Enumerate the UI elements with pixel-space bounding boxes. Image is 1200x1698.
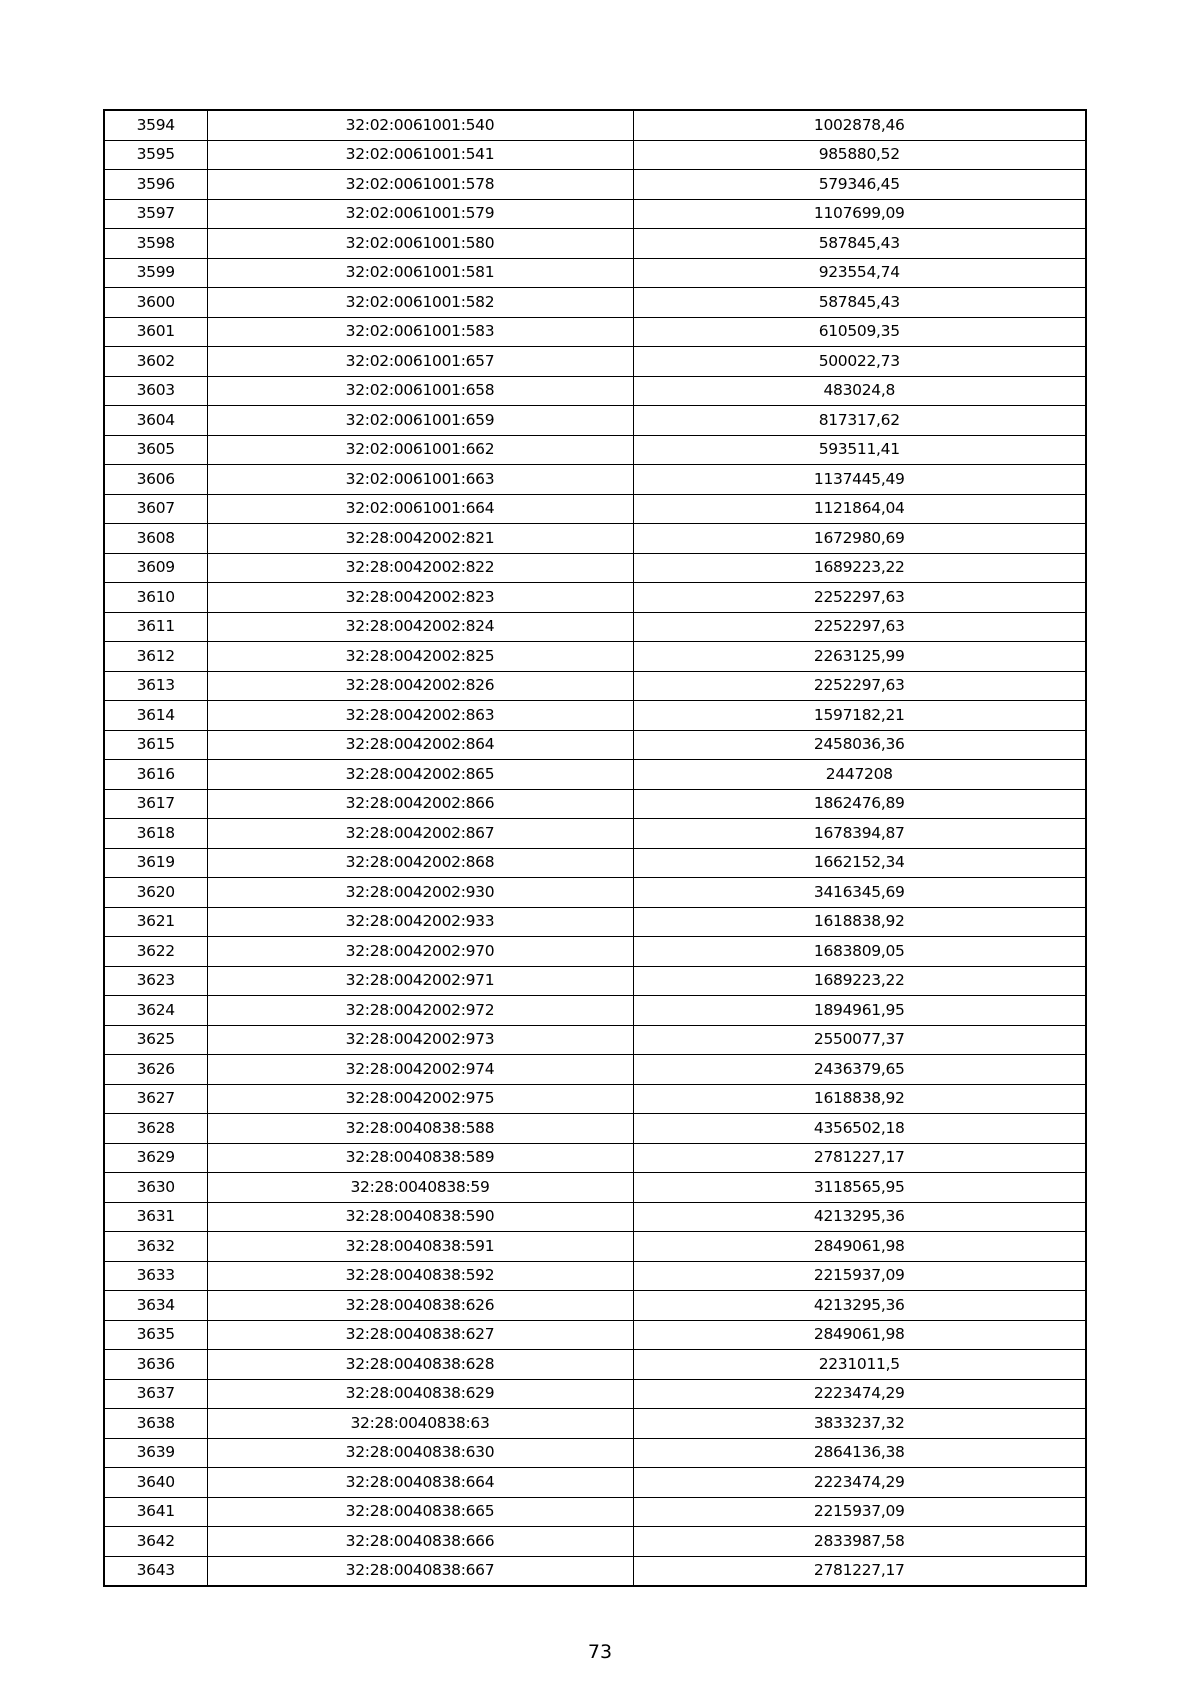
- table-row: [104, 140, 1086, 170]
- cadastral-number-cell: 32:02:0061001:583: [207, 317, 633, 347]
- row-number-cell: 3641: [104, 1497, 207, 1527]
- row-number-cell: 3607: [104, 494, 207, 524]
- value-cell: 610509,35: [633, 317, 1086, 347]
- value-cell: 2849061,98: [633, 1320, 1086, 1350]
- table-row: [104, 848, 1086, 878]
- page-number: 73: [587, 1641, 613, 1663]
- row-number-cell: 3597: [104, 199, 207, 229]
- cadastral-number-cell: 32:28:0040838:592: [207, 1261, 633, 1291]
- table-row: [104, 494, 1086, 524]
- row-number-cell: 3600: [104, 288, 207, 318]
- table-row: [104, 524, 1086, 554]
- row-number-cell: 3631: [104, 1202, 207, 1232]
- table-row: [104, 701, 1086, 731]
- value-cell: 4356502,18: [633, 1114, 1086, 1144]
- row-number-cell: 3634: [104, 1291, 207, 1321]
- value-cell: 483024,8: [633, 376, 1086, 406]
- value-cell: 4213295,36: [633, 1291, 1086, 1321]
- cadastral-number-cell: 32:02:0061001:578: [207, 170, 633, 200]
- cadastral-number-cell: 32:28:0042002:821: [207, 524, 633, 554]
- cadastral-number-cell: 32:28:0042002:823: [207, 583, 633, 613]
- row-number-cell: 3613: [104, 671, 207, 701]
- table-row: [104, 642, 1086, 672]
- row-number-cell: 3599: [104, 258, 207, 288]
- row-number-cell: 3623: [104, 966, 207, 996]
- value-cell: 2447208: [633, 760, 1086, 790]
- cadastral-number-cell: 32:28:0042002:970: [207, 937, 633, 967]
- value-cell: 817317,62: [633, 406, 1086, 436]
- table-row: [104, 1232, 1086, 1262]
- row-number-cell: 3643: [104, 1556, 207, 1586]
- row-number-cell: 3619: [104, 848, 207, 878]
- row-number-cell: 3626: [104, 1055, 207, 1085]
- value-cell: 2550077,37: [633, 1025, 1086, 1055]
- cadastral-number-cell: 32:28:0040838:630: [207, 1438, 633, 1468]
- data-table: [103, 109, 1087, 1587]
- value-cell: 1618838,92: [633, 907, 1086, 937]
- cadastral-number-cell: 32:02:0061001:657: [207, 347, 633, 377]
- table-row: [104, 1320, 1086, 1350]
- value-cell: 1689223,22: [633, 553, 1086, 583]
- cadastral-number-cell: 32:28:0042002:825: [207, 642, 633, 672]
- table-row: [104, 1084, 1086, 1114]
- table-row: [104, 1114, 1086, 1144]
- table-row: [104, 1497, 1086, 1527]
- value-cell: 2252297,63: [633, 671, 1086, 701]
- cadastral-number-cell: 32:02:0061001:663: [207, 465, 633, 495]
- row-number-cell: 3614: [104, 701, 207, 731]
- value-cell: 579346,45: [633, 170, 1086, 200]
- value-cell: 3416345,69: [633, 878, 1086, 908]
- value-cell: 2252297,63: [633, 612, 1086, 642]
- value-cell: 1662152,34: [633, 848, 1086, 878]
- cadastral-number-cell: 32:28:0040838:666: [207, 1527, 633, 1557]
- value-cell: 1678394,87: [633, 819, 1086, 849]
- row-number-cell: 3621: [104, 907, 207, 937]
- row-number-cell: 3627: [104, 1084, 207, 1114]
- row-number-cell: 3633: [104, 1261, 207, 1291]
- cadastral-number-cell: 32:28:0040838:63: [207, 1409, 633, 1439]
- row-number-cell: 3632: [104, 1232, 207, 1262]
- row-number-cell: 3617: [104, 789, 207, 819]
- value-cell: 1894961,95: [633, 996, 1086, 1026]
- table-body: [104, 110, 1086, 1586]
- cadastral-number-cell: 32:28:0042002:868: [207, 848, 633, 878]
- row-number-cell: 3629: [104, 1143, 207, 1173]
- cadastral-number-cell: 32:02:0061001:582: [207, 288, 633, 318]
- row-number-cell: 3595: [104, 140, 207, 170]
- table-row: [104, 406, 1086, 436]
- row-number-cell: 3601: [104, 317, 207, 347]
- table-row: [104, 612, 1086, 642]
- table-row: [104, 789, 1086, 819]
- value-cell: 1672980,69: [633, 524, 1086, 554]
- cadastral-number-cell: 32:28:0042002:822: [207, 553, 633, 583]
- table-row: [104, 110, 1086, 140]
- value-cell: 593511,41: [633, 435, 1086, 465]
- value-cell: 985880,52: [633, 140, 1086, 170]
- table-row: [104, 347, 1086, 377]
- table-row: [104, 1468, 1086, 1498]
- table-row: [104, 465, 1086, 495]
- value-cell: 1137445,49: [633, 465, 1086, 495]
- table-row: [104, 907, 1086, 937]
- table-row: [104, 1173, 1086, 1203]
- cadastral-number-cell: 32:28:0040838:589: [207, 1143, 633, 1173]
- table-row: [104, 288, 1086, 318]
- row-number-cell: 3637: [104, 1379, 207, 1409]
- row-number-cell: 3625: [104, 1025, 207, 1055]
- cadastral-number-cell: 32:28:0040838:664: [207, 1468, 633, 1498]
- cadastral-number-cell: 32:02:0061001:662: [207, 435, 633, 465]
- row-number-cell: 3618: [104, 819, 207, 849]
- value-cell: 2781227,17: [633, 1143, 1086, 1173]
- cadastral-number-cell: 32:28:0040838:628: [207, 1350, 633, 1380]
- cadastral-number-cell: 32:28:0042002:971: [207, 966, 633, 996]
- cadastral-number-cell: 32:02:0061001:541: [207, 140, 633, 170]
- cadastral-number-cell: 32:28:0040838:627: [207, 1320, 633, 1350]
- row-number-cell: 3608: [104, 524, 207, 554]
- row-number-cell: 3603: [104, 376, 207, 406]
- row-number-cell: 3639: [104, 1438, 207, 1468]
- cadastral-number-cell: 32:28:0042002:864: [207, 730, 633, 760]
- cadastral-number-cell: 32:28:0042002:867: [207, 819, 633, 849]
- cadastral-number-cell: 32:28:0042002:866: [207, 789, 633, 819]
- value-cell: 1689223,22: [633, 966, 1086, 996]
- row-number-cell: 3610: [104, 583, 207, 613]
- cadastral-number-cell: 32:28:0040838:629: [207, 1379, 633, 1409]
- cadastral-number-cell: 32:28:0042002:974: [207, 1055, 633, 1085]
- row-number-cell: 3604: [104, 406, 207, 436]
- row-number-cell: 3616: [104, 760, 207, 790]
- row-number-cell: 3628: [104, 1114, 207, 1144]
- cadastral-number-cell: 32:02:0061001:659: [207, 406, 633, 436]
- cadastral-number-cell: 32:02:0061001:581: [207, 258, 633, 288]
- table-row: [104, 553, 1086, 583]
- value-cell: 2215937,09: [633, 1497, 1086, 1527]
- table-row: [104, 671, 1086, 701]
- cadastral-number-cell: 32:28:0040838:667: [207, 1556, 633, 1586]
- cadastral-number-cell: 32:28:0042002:933: [207, 907, 633, 937]
- value-cell: 2252297,63: [633, 583, 1086, 613]
- cadastral-number-cell: 32:02:0061001:664: [207, 494, 633, 524]
- table-row: [104, 1143, 1086, 1173]
- cadastral-number-cell: 32:28:0042002:972: [207, 996, 633, 1026]
- table-row: [104, 317, 1086, 347]
- value-cell: 2223474,29: [633, 1379, 1086, 1409]
- row-number-cell: 3594: [104, 110, 207, 140]
- table-row: [104, 1202, 1086, 1232]
- row-number-cell: 3602: [104, 347, 207, 377]
- row-number-cell: 3620: [104, 878, 207, 908]
- cadastral-number-cell: 32:02:0061001:579: [207, 199, 633, 229]
- row-number-cell: 3609: [104, 553, 207, 583]
- table-row: [104, 878, 1086, 908]
- table-row: [104, 1527, 1086, 1557]
- cadastral-number-cell: 32:02:0061001:658: [207, 376, 633, 406]
- cadastral-number-cell: 32:28:0042002:973: [207, 1025, 633, 1055]
- cadastral-number-cell: 32:28:0042002:826: [207, 671, 633, 701]
- cadastral-number-cell: 32:28:0042002:975: [207, 1084, 633, 1114]
- value-cell: 923554,74: [633, 258, 1086, 288]
- table-row: [104, 760, 1086, 790]
- table-row: [104, 1350, 1086, 1380]
- table-row: [104, 730, 1086, 760]
- table-row: [104, 376, 1086, 406]
- table-row: [104, 199, 1086, 229]
- cadastral-number-cell: 32:28:0042002:930: [207, 878, 633, 908]
- row-number-cell: 3630: [104, 1173, 207, 1203]
- value-cell: 587845,43: [633, 229, 1086, 259]
- value-cell: 1107699,09: [633, 199, 1086, 229]
- table-row: [104, 996, 1086, 1026]
- cadastral-number-cell: 32:28:0042002:865: [207, 760, 633, 790]
- table-row: [104, 583, 1086, 613]
- value-cell: 2223474,29: [633, 1468, 1086, 1498]
- value-cell: 1597182,21: [633, 701, 1086, 731]
- cadastral-number-cell: 32:28:0042002:863: [207, 701, 633, 731]
- value-cell: 2231011,5: [633, 1350, 1086, 1380]
- table-row: [104, 1438, 1086, 1468]
- value-cell: 2215937,09: [633, 1261, 1086, 1291]
- row-number-cell: 3635: [104, 1320, 207, 1350]
- table-row: [104, 1261, 1086, 1291]
- table-row: [104, 1055, 1086, 1085]
- value-cell: 2436379,65: [633, 1055, 1086, 1085]
- cadastral-number-cell: 32:28:0040838:626: [207, 1291, 633, 1321]
- table-row: [104, 1379, 1086, 1409]
- table-row: [104, 1025, 1086, 1055]
- row-number-cell: 3642: [104, 1527, 207, 1557]
- value-cell: 1683809,05: [633, 937, 1086, 967]
- row-number-cell: 3606: [104, 465, 207, 495]
- value-cell: 587845,43: [633, 288, 1086, 318]
- value-cell: 1862476,89: [633, 789, 1086, 819]
- table-row: [104, 258, 1086, 288]
- cadastral-number-cell: 32:28:0040838:588: [207, 1114, 633, 1144]
- value-cell: 500022,73: [633, 347, 1086, 377]
- row-number-cell: 3611: [104, 612, 207, 642]
- value-cell: 2781227,17: [633, 1556, 1086, 1586]
- table-row: [104, 435, 1086, 465]
- table-row: [104, 170, 1086, 200]
- cadastral-number-cell: 32:02:0061001:580: [207, 229, 633, 259]
- value-cell: 1002878,46: [633, 110, 1086, 140]
- row-number-cell: 3636: [104, 1350, 207, 1380]
- row-number-cell: 3596: [104, 170, 207, 200]
- row-number-cell: 3598: [104, 229, 207, 259]
- table-row: [104, 1556, 1086, 1586]
- value-cell: 2458036,36: [633, 730, 1086, 760]
- value-cell: 2864136,38: [633, 1438, 1086, 1468]
- cadastral-number-cell: 32:28:0040838:665: [207, 1497, 633, 1527]
- row-number-cell: 3638: [104, 1409, 207, 1439]
- cadastral-number-cell: 32:28:0040838:591: [207, 1232, 633, 1262]
- value-cell: 3833237,32: [633, 1409, 1086, 1439]
- cadastral-number-cell: 32:28:0040838:59: [207, 1173, 633, 1203]
- table-row: [104, 819, 1086, 849]
- cadastral-number-cell: 32:28:0042002:824: [207, 612, 633, 642]
- row-number-cell: 3624: [104, 996, 207, 1026]
- row-number-cell: 3622: [104, 937, 207, 967]
- cadastral-number-cell: 32:02:0061001:540: [207, 110, 633, 140]
- value-cell: 4213295,36: [633, 1202, 1086, 1232]
- value-cell: 1618838,92: [633, 1084, 1086, 1114]
- row-number-cell: 3640: [104, 1468, 207, 1498]
- table-row: [104, 1291, 1086, 1321]
- cadastral-number-cell: 32:28:0040838:590: [207, 1202, 633, 1232]
- value-cell: 2263125,99: [633, 642, 1086, 672]
- value-cell: 1121864,04: [633, 494, 1086, 524]
- row-number-cell: 3605: [104, 435, 207, 465]
- value-cell: 2833987,58: [633, 1527, 1086, 1557]
- row-number-cell: 3615: [104, 730, 207, 760]
- value-cell: 3118565,95: [633, 1173, 1086, 1203]
- table-row: [104, 1409, 1086, 1439]
- table-row: [104, 966, 1086, 996]
- table-row: [104, 937, 1086, 967]
- row-number-cell: 3612: [104, 642, 207, 672]
- table-row: [104, 229, 1086, 259]
- value-cell: 2849061,98: [633, 1232, 1086, 1262]
